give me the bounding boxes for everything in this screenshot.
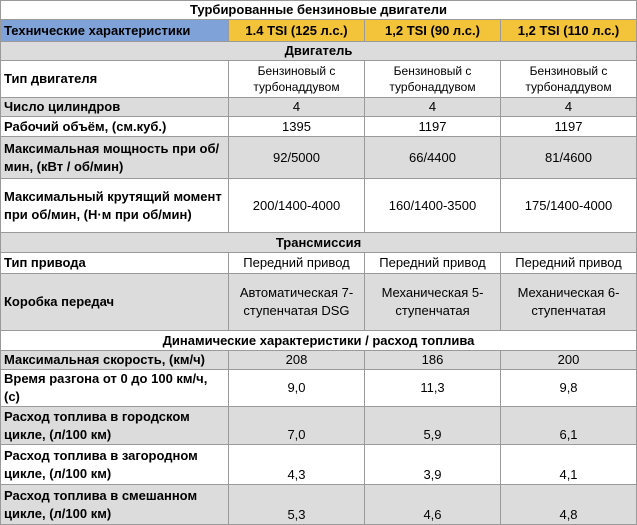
cell: Автоматическая 7-ступенчатая DSG [229, 274, 365, 331]
cell: Бензиновый с турбонаддувом [501, 61, 637, 98]
row-label: Рабочий объём, (см.куб.) [1, 117, 229, 137]
cell: 4 [501, 98, 637, 117]
table-row [1, 274, 637, 331]
row-label: Максимальная скорость, (км/ч) [1, 351, 229, 370]
cell: 4,1 [501, 445, 637, 485]
cell: Передний привод [365, 253, 501, 274]
cell: 4,6 [365, 485, 501, 525]
row-label: Тип двигателя [1, 61, 229, 98]
cell: 1197 [365, 117, 501, 137]
section-row [1, 42, 637, 61]
cell: 4,3 [229, 445, 365, 485]
title-row [1, 1, 637, 20]
cell: Передний привод [229, 253, 365, 274]
header-row [1, 20, 637, 42]
cell: Механическая 6-ступенчатая [501, 274, 637, 331]
cell: 4 [365, 98, 501, 117]
cell: 1197 [501, 117, 637, 137]
header-col-2: 1,2 TSI (90 л.с.) [365, 20, 501, 42]
cell: 7,0 [229, 407, 365, 445]
cell: 11,3 [365, 370, 501, 407]
row-label: Максимальный крутящий момент при об/мин, (Н·м при об/мин) [1, 179, 229, 233]
cell: Бензиновый с турбонаддувом [365, 61, 501, 98]
cell: 200 [501, 351, 637, 370]
cell: 175/1400-4000 [501, 179, 637, 233]
cell: 5,3 [229, 485, 365, 525]
cell: 5,9 [365, 407, 501, 445]
table-row [1, 485, 637, 525]
row-label: Максимальная мощность при об/мин, (кВт / об/мин) [1, 137, 229, 179]
section-dynamics: Динамические характеристики / расход топлива [1, 331, 637, 351]
cell: 81/4600 [501, 137, 637, 179]
row-label: Коробка передач [1, 274, 229, 331]
cell: Механическая 5-ступенчатая [365, 274, 501, 331]
cell: 6,1 [501, 407, 637, 445]
table-row [1, 370, 637, 407]
cell: 200/1400-4000 [229, 179, 365, 233]
header-col-1: 1.4 TSI (125 л.с.) [229, 20, 365, 42]
table-row [1, 179, 637, 233]
section-row [1, 331, 637, 351]
cell: 1395 [229, 117, 365, 137]
cell: 4,8 [501, 485, 637, 525]
cell: Передний привод [501, 253, 637, 274]
row-label: Расход топлива в смешанном цикле, (л/100 км) [1, 485, 229, 525]
table-title: Турбированные бензиновые двигатели [1, 1, 637, 20]
cell: 3,9 [365, 445, 501, 485]
table-row [1, 253, 637, 274]
table-row [1, 61, 637, 98]
table-row [1, 351, 637, 370]
cell: 9,0 [229, 370, 365, 407]
cell: 208 [229, 351, 365, 370]
table-row [1, 117, 637, 137]
cell: 4 [229, 98, 365, 117]
cell: 92/5000 [229, 137, 365, 179]
cell: 186 [365, 351, 501, 370]
header-col-3: 1,2 TSI (110 л.с.) [501, 20, 637, 42]
cell: 160/1400-3500 [365, 179, 501, 233]
section-engine: Двигатель [1, 42, 637, 61]
section-transmission: Трансмиссия [1, 233, 637, 253]
header-label: Технические характеристики [1, 20, 229, 42]
cell: 66/4400 [365, 137, 501, 179]
table-row [1, 445, 637, 485]
row-label: Расход топлива в городском цикле, (л/100 км) [1, 407, 229, 445]
cell: Бензиновый с турбонаддувом [229, 61, 365, 98]
row-label: Число цилиндров [1, 98, 229, 117]
table-row [1, 137, 637, 179]
section-row [1, 233, 637, 253]
row-label: Время разгона от 0 до 100 км/ч, (с) [1, 370, 229, 407]
table-row [1, 407, 637, 445]
row-label: Тип привода [1, 253, 229, 274]
cell: 9,8 [501, 370, 637, 407]
row-label: Расход топлива в загородном цикле, (л/100 км) [1, 445, 229, 485]
table-row [1, 98, 637, 117]
